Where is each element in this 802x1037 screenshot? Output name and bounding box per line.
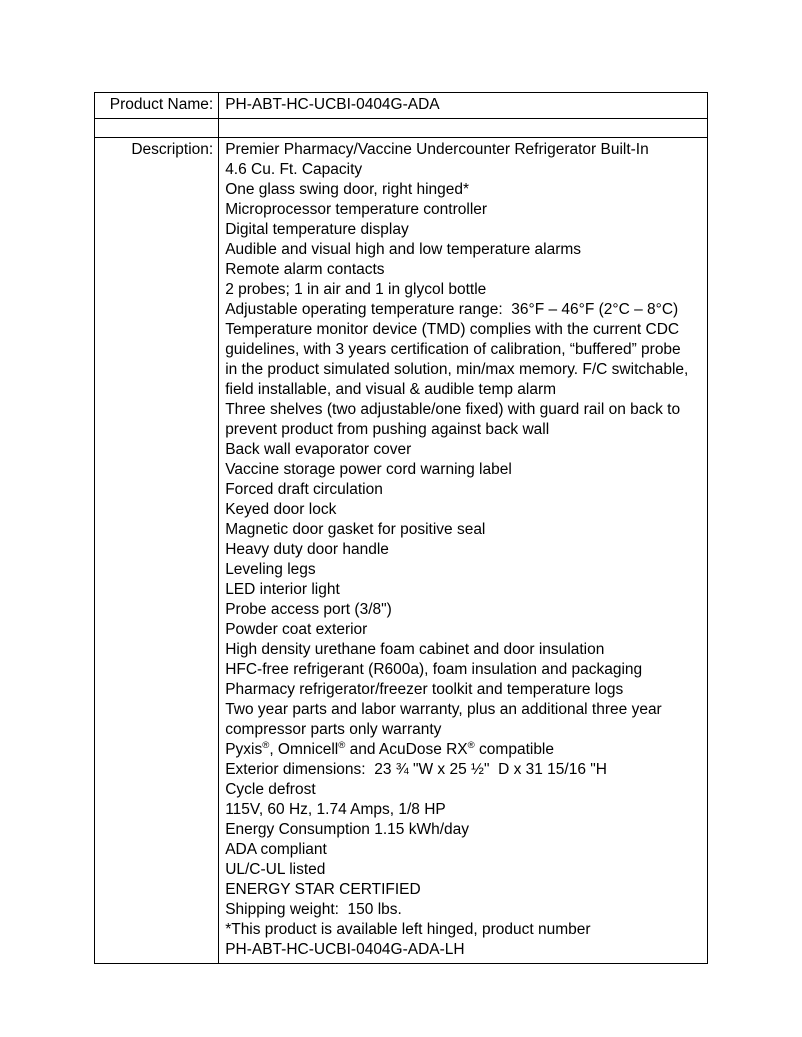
product-name-label-cell <box>95 93 219 119</box>
description-line: prevent product from pushing against back wall <box>225 421 550 438</box>
spacer-value-cell <box>219 119 708 138</box>
description-line: Probe access port (3/8") <box>225 601 392 618</box>
description-line: compressor parts only warranty <box>225 721 442 738</box>
spec-table-body <box>95 93 708 964</box>
description-line: Adjustable operating temperature range: 36°F – 46°F (2°C – 8°C) <box>225 301 679 318</box>
description-line: Vaccine storage power cord warning label <box>225 461 512 478</box>
spacer-label <box>95 119 218 137</box>
product-name-value-cell <box>219 93 708 119</box>
description-line: Energy Consumption 1.15 kWh/day <box>225 821 470 838</box>
description-line: field installable, and visual & audible temp alarm <box>225 381 557 398</box>
description-line: guidelines, with 3 years certification of calibration, “buffered” probe <box>225 341 681 358</box>
description-line: Temperature monitor device (TMD) complies with the current CDC <box>225 321 680 338</box>
description-line: Cycle defrost <box>225 781 316 798</box>
description-line: *This product is available left hinged, product number <box>225 921 591 938</box>
description-line: ADA compliant <box>225 841 327 858</box>
description-line: Keyed door lock <box>225 501 337 518</box>
description-line: Back wall evaporator cover <box>225 441 412 458</box>
description-value-cell <box>219 138 708 964</box>
description-line: One glass swing door, right hinged* <box>225 181 470 198</box>
description-line: Pharmacy refrigerator/freezer toolkit and temperature logs <box>225 681 624 698</box>
description-line: 115V, 60 Hz, 1.74 Amps, 1/8 HP <box>225 801 446 818</box>
description-line: 2 probes; 1 in air and 1 in glycol bottle <box>225 281 487 298</box>
description-label-cell <box>95 138 219 964</box>
description-line: Pyxis®, Omnicell® and AcuDose RX® compatible <box>225 739 554 758</box>
description-line: Two year parts and labor warranty, plus an additional three year <box>225 701 662 718</box>
description-line: LED interior light <box>225 581 340 598</box>
description-line: Microprocessor temperature controller <box>225 201 488 218</box>
description-line: Audible and visual high and low temperature alarms <box>225 241 582 258</box>
description-line: UL/C-UL listed <box>225 861 326 878</box>
description-line: HFC-free refrigerant (R600a), foam insulation and packaging <box>225 661 643 678</box>
description-line: ENERGY STAR CERTIFIED <box>225 881 421 898</box>
description-line: Shipping weight: 150 lbs. <box>225 901 402 918</box>
description-line: High density urethane foam cabinet and door insulation <box>225 641 605 658</box>
description-line: Magnetic door gasket for positive seal <box>225 521 486 538</box>
description-line: PH-ABT-HC-UCBI-0404G-ADA-LH <box>225 941 465 958</box>
description-line: Exterior dimensions: 23 ¾ "W x 25 ½" D x 31 15/16 "H <box>225 761 607 778</box>
description-line: Powder coat exterior <box>225 621 368 638</box>
description-line: Premier Pharmacy/Vaccine Undercounter Refrigerator Built-In <box>225 141 649 158</box>
table-row-product-name <box>95 93 708 119</box>
registered-trademark-mark: ® <box>338 739 346 751</box>
description-content <box>219 138 707 963</box>
registered-trademark-mark: ® <box>467 739 475 751</box>
description-line: Forced draft circulation <box>225 481 383 498</box>
product-name-label: Product Name: <box>109 96 214 113</box>
spacer-label-cell <box>95 119 219 138</box>
description-line-list <box>225 140 703 960</box>
description-line: Remote alarm contacts <box>225 261 385 278</box>
description-line: in the product simulated solution, min/max memory. F/C switchable, <box>225 361 689 378</box>
description-label: Description: <box>131 141 214 158</box>
product-name-value: PH-ABT-HC-UCBI-0404G-ADA <box>225 96 440 113</box>
registered-trademark-mark: ® <box>262 739 270 751</box>
table-row-spacer <box>95 119 708 138</box>
description-line: 4.6 Cu. Ft. Capacity <box>225 161 363 178</box>
table-row-description <box>95 138 708 964</box>
product-spec-table <box>94 92 708 964</box>
description-line: Digital temperature display <box>225 221 409 238</box>
description-line: Leveling legs <box>225 561 316 578</box>
description-line: Three shelves (two adjustable/one fixed) with guard rail on back to <box>225 401 681 418</box>
description-line: Heavy duty door handle <box>225 541 389 558</box>
spacer-value <box>219 119 707 137</box>
